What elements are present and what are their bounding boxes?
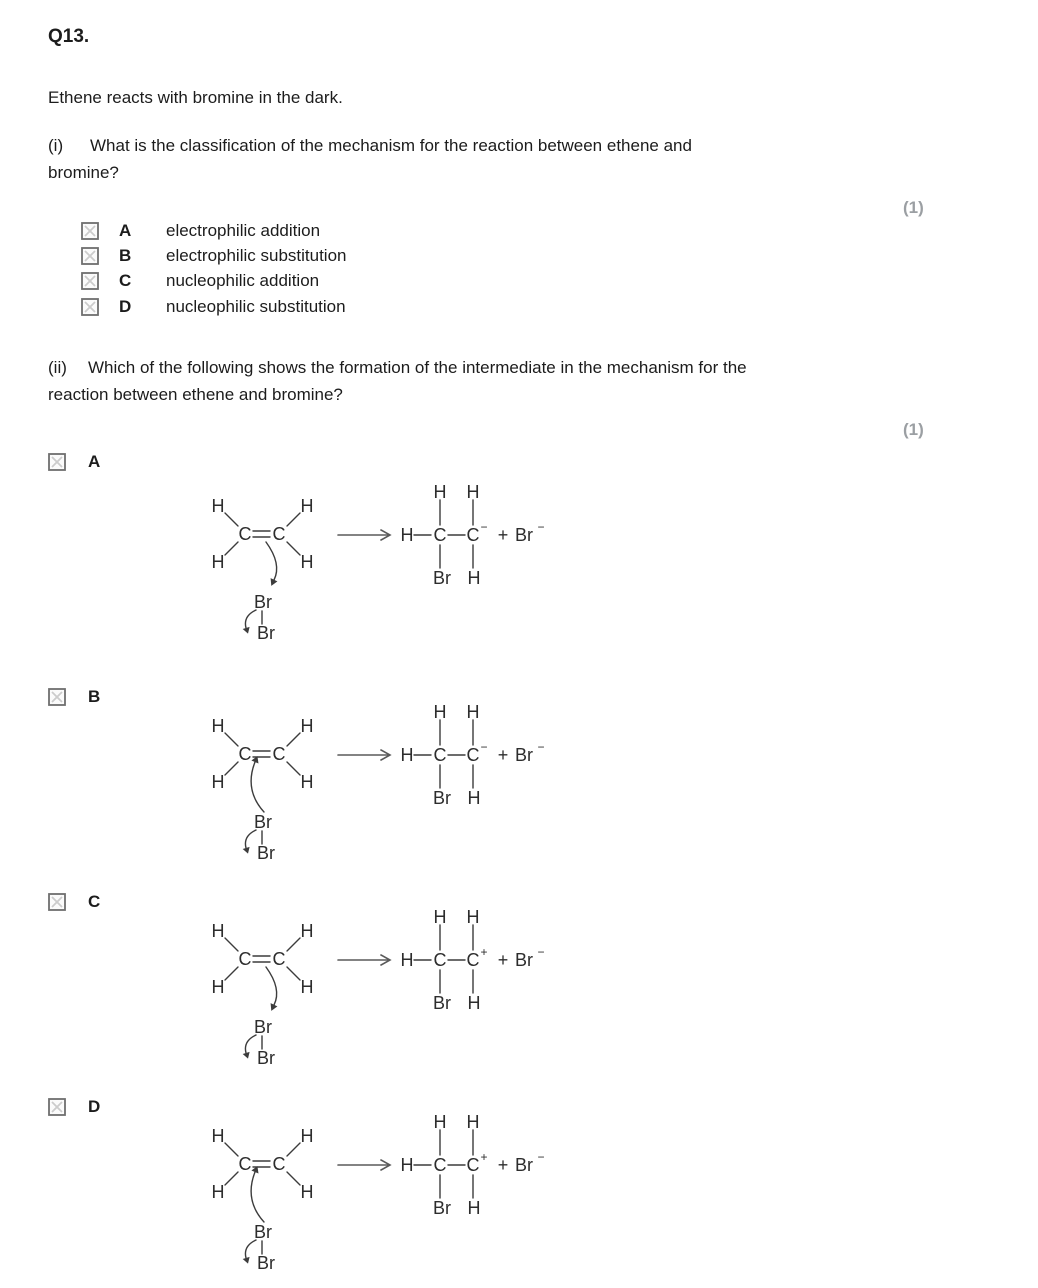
hydrogen-label: H: [211, 772, 225, 792]
part-i-prompt-line1: What is the classification of the mechanism for the reaction between ethene and: [90, 136, 692, 155]
part-i-prompt-line2: bromine?: [48, 163, 119, 182]
carbon-label: C: [466, 525, 480, 545]
hydrogen-label: H: [300, 772, 314, 792]
hydrogen-label: H: [300, 552, 314, 572]
intermediate-product: [401, 907, 545, 1013]
part-i-label: (i): [48, 136, 64, 155]
checkbox-icon[interactable]: [48, 453, 66, 471]
carbon-label: C: [272, 949, 286, 969]
part-i-option-row: [81, 295, 346, 319]
option-label: nucleophilic addition: [166, 271, 320, 290]
bromine-label: Br: [257, 623, 275, 643]
bromine-molecule: [243, 592, 275, 643]
part-ii-option-block-d: [0, 1080, 1038, 1288]
part-ii-prompt-line2: reaction between ethene and bromine?: [48, 385, 343, 404]
curly-arrow-br-to-pi: [251, 1166, 264, 1222]
bromine-label: Br: [254, 1017, 272, 1037]
ethene-structure: [212, 496, 314, 572]
bromide-charge-label: −: [537, 945, 545, 959]
option-header: [48, 687, 100, 707]
carbon-label: C: [272, 744, 286, 764]
reaction-arrow-icon: [338, 1160, 390, 1170]
intermediate-product: [401, 482, 545, 588]
option-letter: A: [119, 221, 132, 240]
bromide-ion-label: Br: [515, 950, 533, 970]
bromine-label: Br: [257, 1048, 275, 1068]
carbon-label: C: [466, 1155, 480, 1175]
hydrogen-label: H: [300, 921, 314, 941]
hydrogen-label: H: [400, 950, 414, 970]
checkbox-icon[interactable]: [48, 688, 66, 706]
mechanism-diagram: [200, 700, 570, 878]
carbon-label: C: [433, 525, 447, 545]
carbon-label: C: [238, 524, 252, 544]
checkbox-icon[interactable]: [81, 247, 99, 265]
option-letter: B: [119, 246, 132, 265]
ethene-structure: [212, 921, 314, 997]
hydrogen-label: H: [300, 1126, 314, 1146]
reaction-arrow-icon: [338, 750, 390, 760]
hydrogen-label: H: [211, 552, 225, 572]
carbon-label: C: [466, 950, 480, 970]
option-letter: D: [119, 297, 132, 316]
option-label: electrophilic substitution: [166, 246, 347, 265]
part-ii-prompt-line1: Which of the following shows the formation of the intermediate in the mechanism for the: [88, 358, 747, 377]
curly-arrow-br-br-bond: [243, 1240, 256, 1264]
hydrogen-label: H: [466, 482, 480, 502]
hydrogen-label: H: [467, 788, 481, 808]
option-letter: D: [88, 1097, 101, 1116]
part-ii-option-block-a: [0, 450, 1038, 665]
option-letter: C: [119, 271, 132, 290]
checkbox-icon[interactable]: [48, 1098, 66, 1116]
reaction-arrow-icon: [338, 955, 390, 965]
hydrogen-label: H: [300, 716, 314, 736]
carbon-label: C: [272, 1154, 286, 1174]
mechanism-diagram: [200, 905, 570, 1083]
part-i-option-row: [81, 269, 319, 293]
bromide-charge-label: −: [537, 520, 545, 534]
curly-arrow-br-to-pi: [251, 756, 264, 812]
hydrogen-label: H: [433, 482, 447, 502]
curly-arrow-pi-to-br: [266, 967, 277, 1011]
option-label: electrophilic addition: [166, 221, 321, 240]
reaction-arrow-icon: [338, 530, 390, 540]
bromine-label: Br: [433, 993, 451, 1013]
hydrogen-label: H: [466, 702, 480, 722]
part-ii-label: (ii): [48, 358, 67, 377]
option-letter: B: [88, 687, 101, 706]
question-intro: Ethene reacts with bromine in the dark.: [48, 88, 343, 107]
hydrogen-label: H: [400, 1155, 414, 1175]
plus-sign: +: [497, 525, 509, 545]
part-i-mark: (1): [903, 198, 924, 217]
hydrogen-label: H: [433, 702, 447, 722]
checkbox-icon[interactable]: [81, 298, 99, 316]
hydrogen-label: H: [467, 1198, 481, 1218]
bromine-label: Br: [257, 1253, 275, 1273]
bromine-label: Br: [254, 812, 272, 832]
checkbox-icon[interactable]: [48, 893, 66, 911]
intermediate-product: [401, 1112, 545, 1218]
question-number: Q13.: [48, 26, 90, 47]
bromine-molecule: [243, 812, 275, 863]
bromine-molecule: [243, 1017, 275, 1068]
hydrogen-label: H: [300, 977, 314, 997]
carbon-label: C: [433, 950, 447, 970]
bromine-label: Br: [433, 568, 451, 588]
hydrogen-label: H: [211, 1182, 225, 1202]
hydrogen-label: H: [467, 568, 481, 588]
bromide-charge-label: −: [537, 1150, 545, 1164]
hydrogen-label: H: [467, 993, 481, 1013]
carbon-label: C: [238, 744, 252, 764]
curly-arrow-pi-to-br: [266, 542, 277, 586]
carbon-label: C: [466, 745, 480, 765]
carbon-label: C: [433, 1155, 447, 1175]
bromide-ion-label: Br: [515, 745, 533, 765]
hydrogen-label: H: [400, 525, 414, 545]
carbanion-charge-label: +: [480, 1150, 488, 1164]
bromine-label: Br: [254, 1222, 272, 1242]
hydrogen-label: H: [211, 921, 225, 941]
bromide-charge-label: −: [537, 740, 545, 754]
hydrogen-label: H: [433, 907, 447, 927]
plus-sign: +: [497, 950, 509, 970]
intermediate-product: [401, 702, 545, 808]
part-ii-option-block-c: [0, 875, 1038, 1090]
curly-arrow-br-br-bond: [243, 1035, 256, 1059]
ethene-structure: [212, 716, 314, 792]
bromide-ion-label: Br: [515, 525, 533, 545]
carbanion-charge-label: +: [480, 945, 488, 959]
option-header: [48, 452, 100, 472]
hydrogen-label: H: [211, 977, 225, 997]
mechanism-diagram: [200, 1110, 570, 1288]
hydrogen-label: H: [400, 745, 414, 765]
bromine-label: Br: [257, 843, 275, 863]
part-ii-option-block-b: [0, 670, 1038, 885]
mechanism-diagram: [200, 480, 570, 658]
carbon-label: C: [238, 1154, 252, 1174]
checkbox-icon[interactable]: [81, 222, 99, 240]
option-label: nucleophilic substitution: [166, 297, 346, 316]
carbon-label: C: [238, 949, 252, 969]
bromine-label: Br: [433, 1198, 451, 1218]
plus-sign: +: [497, 1155, 509, 1175]
option-header: [48, 1097, 100, 1117]
carbanion-charge-label: −: [480, 740, 488, 754]
ethene-structure: [212, 1126, 314, 1202]
bromine-label: Br: [433, 788, 451, 808]
bromine-molecule: [243, 1222, 275, 1273]
option-letter: C: [88, 892, 101, 911]
part-i-option-row: [81, 244, 346, 268]
bromide-ion-label: Br: [515, 1155, 533, 1175]
part-ii-mark: (1): [903, 420, 924, 439]
curly-arrow-br-br-bond: [243, 830, 256, 854]
carbon-label: C: [272, 524, 286, 544]
hydrogen-label: H: [211, 716, 225, 736]
hydrogen-label: H: [211, 496, 225, 516]
plus-sign: +: [497, 745, 509, 765]
hydrogen-label: H: [466, 1112, 480, 1132]
option-letter: A: [88, 452, 101, 471]
hydrogen-label: H: [300, 1182, 314, 1202]
hydrogen-label: H: [433, 1112, 447, 1132]
hydrogen-label: H: [300, 496, 314, 516]
option-header: [48, 892, 100, 912]
hydrogen-label: H: [211, 1126, 225, 1146]
bromine-label: Br: [254, 592, 272, 612]
carbanion-charge-label: −: [480, 520, 488, 534]
part-i-option-row: [81, 219, 320, 243]
hydrogen-label: H: [466, 907, 480, 927]
curly-arrow-br-br-bond: [243, 610, 256, 634]
carbon-label: C: [433, 745, 447, 765]
checkbox-icon[interactable]: [81, 272, 99, 290]
